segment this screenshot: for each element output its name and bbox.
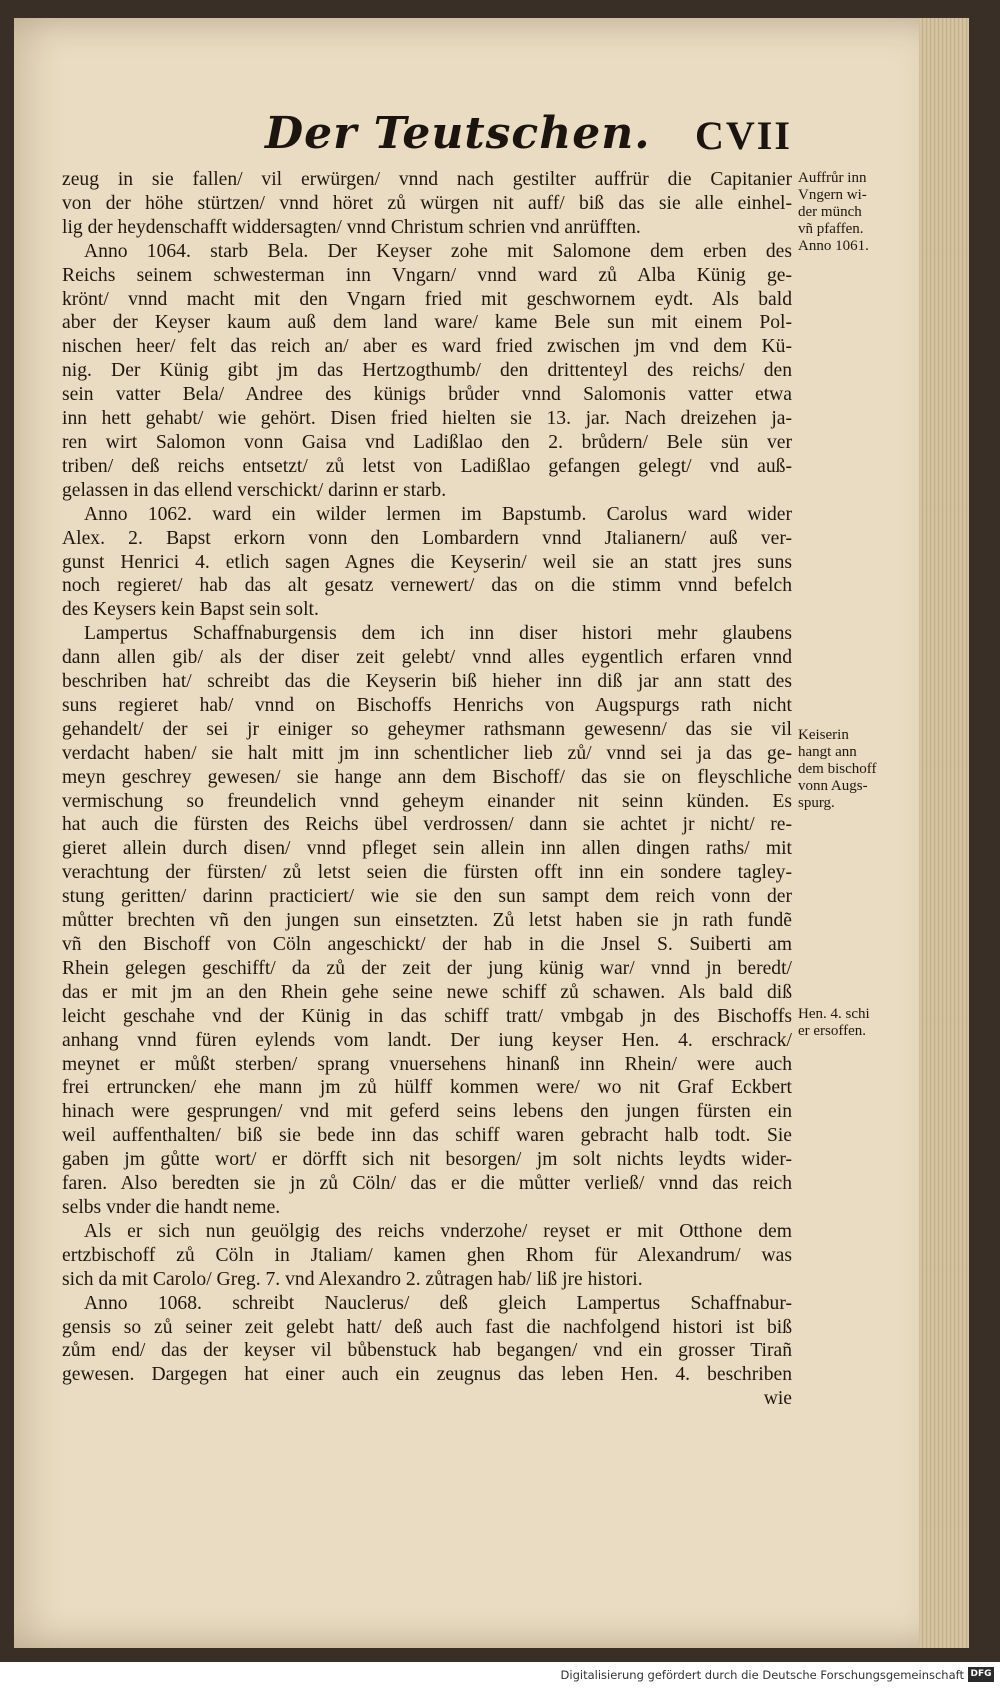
marginal-note-line: vñ pfaffen. bbox=[798, 221, 864, 237]
text-line: lig der heydenschafft widdersagten/ vnnd Christum schrien vnd anrüfften. bbox=[62, 216, 641, 238]
marginal-note-line: spurg. bbox=[798, 795, 835, 811]
body-text bbox=[62, 168, 792, 1411]
text-line: meyn geschrey gewesen/ sie hange ann dem Bischoff/ das sie on fleyschliche bbox=[62, 766, 792, 788]
text-line: verdacht haben/ sie halt mitt jm inn schentlicher lieb zů/ vnnd sei ja das ge- bbox=[62, 742, 792, 764]
text-line: beschriben hat/ schreibt das die Keyserin biß hieher inn diß jar ann statt des bbox=[62, 671, 792, 693]
text-line: frei ertruncken/ ehe mann jm zů hülff kommen were/ wo nit Graf Eckbert bbox=[62, 1077, 792, 1099]
marginal-note-line: Hen. 4. schi bbox=[798, 1006, 870, 1022]
marginal-note-line: Vngern wi- bbox=[798, 187, 867, 203]
text-line: Anno 1062. ward ein wilder lermen im Bapstumb. Carolus ward wider bbox=[84, 503, 792, 525]
text-line: Anno 1068. schreibt Nauclerus/ deß gleich Lampertus Schaffnabur- bbox=[84, 1292, 792, 1314]
text-line: inn hett gehabt/ wie gehört. Disen fried hielten sie 13. jar. Nach dreizehen ja- bbox=[62, 408, 792, 430]
text-line: noch regieret/ hab das alt gesatz vernewert/ das on die stimm vnnd befelch bbox=[62, 575, 792, 597]
text-line: meynet er můßt sterben/ sprang vnuersehens hinanß inn Rhein/ were auch bbox=[62, 1053, 792, 1075]
text-line: gehandelt/ der sei jr einiger so geheymer rathsmann gewesenn/ das sie vil bbox=[62, 718, 792, 740]
text-line: weil auffenthalten/ biß sie bede inn das schiff waren gebracht halb todt. Sie bbox=[62, 1125, 792, 1147]
folio-number: CVII bbox=[695, 113, 792, 158]
text-line: Reichs seinem schwesterman inn Vngarn/ vnnd ward zů Alba Künig ge- bbox=[62, 264, 792, 286]
text-line: nischen heer/ felt das reich an/ aber es ward fried zwischen jm vnd dem Kü- bbox=[62, 336, 792, 358]
catchword: wie bbox=[763, 1388, 792, 1410]
marginal-note-line: hangt ann bbox=[798, 744, 857, 760]
text-line: můtter brechten vñ den jungen sun einsetzten. Zů letst haben sie jn rath fundẽ bbox=[62, 910, 792, 932]
marginal-note-empress bbox=[798, 727, 876, 812]
text-line: von der höhe stürtzen/ vnnd höret zů würgen nit auff/ biß das sie alle einhel- bbox=[62, 192, 792, 214]
text-line: sich da mit Carolo/ Greg. 7. vnd Alexandro 2. zůtragen hab/ liß jre histori. bbox=[62, 1268, 643, 1290]
text-line: leicht geschahe vnd der Künig in das schiff tratt/ vmbgab jn des Bischoffs bbox=[62, 1005, 792, 1027]
text-line: gieret allein durch disen/ vnnd pfleget sein allein inn allen dingen raths/ mit bbox=[62, 838, 792, 860]
text-line: hinach were gesprungen/ vnd mit geferd seins lebens den jungen fürsten ein bbox=[62, 1101, 792, 1123]
text-line: des Keysers kein Bapst sein solt. bbox=[62, 599, 319, 621]
marginal-note-line: er ersoffen. bbox=[798, 1023, 867, 1039]
marginal-note-henry bbox=[798, 1006, 870, 1040]
text-line: Lampertus Schaffnaburgensis dem ich inn diser histori mehr glaubens bbox=[84, 623, 792, 645]
text-line: aber der Keyser kaum auß dem land ware/ kame Bele sun mit einem Pol- bbox=[62, 312, 792, 334]
text-line: verachtung der fürsten/ zů letst seien die fürsten offt inn ein sondere tagley- bbox=[62, 862, 792, 884]
text-line: nig. Der Künig gibt jm das Hertzogthumb/ den drittenteyl des reichs/ den bbox=[62, 360, 792, 382]
text-line: suns regieret hab/ vnnd on Bischoffs Henrichs von Augspurgs rath nicht bbox=[62, 694, 792, 716]
text-line: vñ den Bischoff von Cöln angeschickt/ der hab in die Jnsel S. Suiberti am bbox=[62, 934, 792, 955]
text-line: ren wirt Salomon vonn Gaisa vnd Ladißlao den 2. brůdern/ Bele sün ver bbox=[62, 431, 792, 453]
dfg-logo: DFG bbox=[968, 1667, 994, 1682]
text-line: ertzbischoff zů Cöln in Jtaliam/ kamen ghen Rhom für Alexandrum/ was bbox=[62, 1244, 792, 1266]
text-line: dann allen gib/ als der diser zeit gelebt/ vnnd alles eygentlich erfaren vnnd bbox=[62, 647, 792, 669]
text-line: gewesen. Dargegen hat einer auch ein zeugnus das leben Hen. 4. beschriben bbox=[62, 1364, 792, 1386]
text-line: hat auch die fürsten des Reichs übel verdrossen/ dann sie achtet jr nicht/ re- bbox=[62, 814, 792, 836]
text-line: stung geritten/ darinn practiciert/ wie sie den sun sampt dem reich vonn der bbox=[62, 886, 792, 908]
marginal-note-line: vonn Augs- bbox=[798, 778, 868, 794]
marginal-note-line: dem bischoff bbox=[798, 761, 877, 777]
text-line: krönt/ vnnd macht mit den Vngarn fried mit geschwornem eydt. Als bald bbox=[62, 288, 792, 310]
text-line: anhang vnnd füren eylends vom landt. Der iung keyser Hen. 4. erschrack/ bbox=[62, 1029, 792, 1051]
text-line: Als er sich nun geuölgig des reichs vnderzohe/ reyset er mit Otthone dem bbox=[84, 1220, 792, 1242]
text-line: gelassen in das ellend verschickt/ darinn er starb. bbox=[62, 479, 447, 501]
text-line: faren. Also beredten sie jn zů Cöln/ das er die můtter verließ/ vnnd das reich bbox=[62, 1173, 792, 1195]
text-line: vermischung so freundelich vnnd geheym einander nit seinn künden. Es bbox=[62, 790, 792, 812]
text-line: triben/ deß reichs entsetzt/ zů letst von Ladißlao gefangen gelegt/ vnd auß- bbox=[62, 455, 792, 477]
running-title: Der Teutschen. bbox=[265, 108, 651, 159]
text-line: gunst Henrici 4. etlich sagen Agnes die Keyserin/ weil sie an statt jres suns bbox=[62, 551, 792, 573]
text-line: gaben jm gůtte wort/ er dörfft sich nit besorgen/ jm solt nichts leydts wider- bbox=[62, 1149, 792, 1171]
marginal-note-uprising bbox=[798, 170, 869, 255]
text-line: das er mit jm an den Rhein gehe seine newe schiff zů schawen. Als bald diß bbox=[62, 981, 792, 1003]
page-edge bbox=[919, 18, 969, 1648]
text-line: zům end/ das der keyser vil bůbenstuck hab begangen/ vnd ein grosser Tirañ bbox=[62, 1340, 792, 1362]
text-line: zeug in sie fallen/ vil erwürgen/ vnnd nach gestilter auffrür die Capitanier bbox=[62, 169, 792, 190]
text-line: selbs vnder die handt neme. bbox=[62, 1196, 281, 1218]
text-line: Anno 1064. starb Bela. Der Keyser zohe mit Salomone dem erben des bbox=[84, 240, 792, 262]
marginal-note-line: Keiserin bbox=[798, 727, 849, 743]
marginal-note-line: Anno 1061. bbox=[798, 238, 869, 254]
funding-credit: Digitalisierung gefördert durch die Deutsche Forschungsgemeinschaft bbox=[560, 1668, 964, 1682]
footer-bar bbox=[0, 1662, 1000, 1689]
text-line: gensis so zů seiner zeit gelebt hatt/ deß auch fast die nachfolgend histori ist biß bbox=[62, 1316, 792, 1338]
text-line: Rhein gelegen geschifft/ da zů der zeit der jung künig war/ vnnd jn beredt/ bbox=[62, 957, 792, 979]
marginal-note-line: Auffrůr inn bbox=[798, 170, 867, 186]
marginal-note-line: der münch bbox=[798, 204, 862, 220]
text-line: Alex. 2. Bapst erkorn vonn den Lombardern vnnd Jtalianern/ auß ver- bbox=[62, 527, 792, 549]
text-line: sein vatter Bela/ Andree des künigs brůder vnnd Salomonis vatter etwa bbox=[62, 384, 792, 406]
